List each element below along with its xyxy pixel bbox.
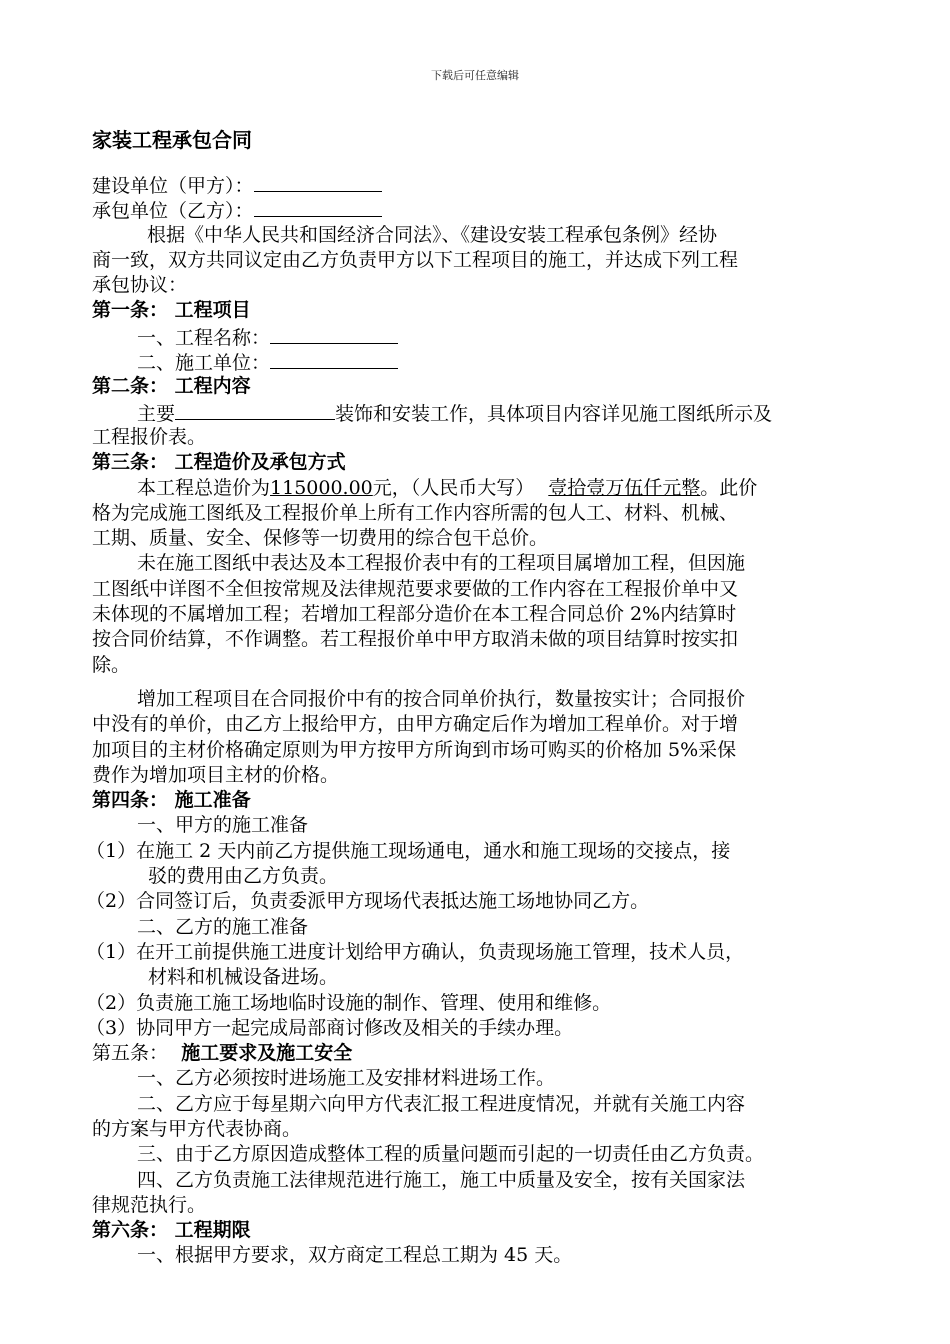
party-a-prep-title: 一、甲方的施工准备 bbox=[137, 814, 309, 837]
contract-body bbox=[86, 172, 862, 1269]
requirement-item: 一、乙方必须按时进场施工及安排材料进场工作。 bbox=[137, 1067, 556, 1090]
prep-item: （1）在开工前提供施工进度计划给甲方确认，负责现场施工管理，技术人员， bbox=[86, 940, 745, 963]
requirement-item: 二、乙方应于每星期六向甲方代表汇报工程进度情况，并就有关施工内容 bbox=[137, 1092, 746, 1115]
article-2-heading: 第二条： 工程内容 bbox=[92, 375, 251, 398]
contract-title: 家装工程承包合同 bbox=[92, 128, 252, 152]
construction-unit-line: 二、施工单位： bbox=[92, 349, 862, 374]
project-name-line: 一、工程名称： bbox=[92, 324, 862, 349]
party-b-blank bbox=[254, 197, 382, 217]
prep-item: （1）在施工 2 天内前乙方提供施工现场通电，通水和施工现场的交接点，接 bbox=[86, 839, 731, 862]
total-amount: 115000.00 bbox=[270, 476, 373, 499]
work-content-line: 主要 装饰和安装工作，具体项目内容详见施工图纸所示及 bbox=[92, 400, 862, 425]
additional-work-line: 按合同价结算，不作调整。若工程报价单中甲方取消未做的项目结算时按实扣 bbox=[92, 628, 739, 651]
article-1-heading: 第一条： 工程项目 bbox=[92, 299, 251, 322]
requirement-item: 的方案与甲方代表协商。 bbox=[92, 1117, 302, 1140]
page-header: 下载后可任意编辑 bbox=[431, 69, 519, 82]
unit-price-line: 中没有的单价，由乙方上报给甲方，由甲方确定后作为增加工程单价。对于增 bbox=[92, 713, 739, 736]
requirement-item: 律规范执行。 bbox=[92, 1193, 207, 1216]
intro-line: 根据《中华人民共和国经济合同法》、《建设安装工程承包条例》经协 bbox=[147, 223, 718, 246]
price-line: 格为完成施工图纸及工程报价单上所有工作内容所需的包人工、材料、机械、 bbox=[92, 501, 739, 524]
unit-price-line: 增加工程项目在合同报价中有的按合同单价执行，数量按实计；合同报价 bbox=[137, 687, 746, 710]
duration-item: 一、根据甲方要求，双方商定工程总工期为 45 天。 bbox=[137, 1244, 573, 1267]
construction-unit-blank bbox=[270, 349, 398, 369]
party-a-line: 建设单位（甲方）： bbox=[92, 172, 862, 197]
prep-item: （2）负责施工施工场地临时设施的制作、管理、使用和维修。 bbox=[86, 991, 612, 1014]
intro-line: 承包协议： bbox=[92, 274, 188, 297]
article-3-heading: 第三条： 工程造价及承包方式 bbox=[92, 451, 346, 474]
article-5-heading: 第五条： 施工要求及施工安全 bbox=[92, 1042, 353, 1065]
party-b-prep-title: 二、乙方的施工准备 bbox=[137, 915, 309, 938]
project-name-blank bbox=[270, 324, 398, 344]
party-b-line: 承包单位（乙方）： bbox=[92, 197, 862, 222]
work-content-line: 工程报价表。 bbox=[92, 425, 207, 448]
intro-line: 商一致，双方共同议定由乙方负责甲方以下工程项目的施工，并达成下列工程 bbox=[92, 248, 739, 271]
unit-price-line: 费作为增加项目主材的价格。 bbox=[92, 763, 340, 786]
article-6-heading: 第六条： 工程期限 bbox=[92, 1219, 251, 1242]
additional-work-line: 工图纸中详图不全但按常规及法律规范要求要做的工作内容在工程报价单中又 bbox=[92, 577, 739, 600]
amount-in-words: 壹拾壹万伍仟元整 bbox=[548, 476, 701, 499]
additional-work-line: 未体现的不属增加工程；若增加工程部分造价在本工程合同总价 2%内结算时 bbox=[92, 603, 737, 626]
additional-work-line: 除。 bbox=[92, 653, 131, 676]
requirement-item: 三、由于乙方原因造成整体工程的质量问题而引起的一切责任由乙方负责。 bbox=[137, 1143, 765, 1166]
prep-item: （3）协同甲方一起完成局部商讨修改及相关的手续办理。 bbox=[86, 1016, 574, 1039]
additional-work-line: 未在施工图纸中表达及本工程报价表中有的工程项目属增加工程，但因施 bbox=[137, 552, 746, 575]
prep-item: （2）合同签订后，负责委派甲方现场代表抵达施工场地协同乙方。 bbox=[86, 890, 650, 913]
requirement-item: 四、乙方负责施工法律规范进行施工，施工中质量及安全，按有关国家法 bbox=[137, 1168, 746, 1191]
prep-item: 驳的费用由乙方负责。 bbox=[148, 865, 339, 888]
price-line: 工期、质量、安全、保修等一切费用的综合包干总价。 bbox=[92, 527, 549, 550]
prep-item: 材料和机械设备进场。 bbox=[148, 966, 339, 989]
work-content-blank bbox=[175, 400, 335, 420]
article-4-heading: 第四条： 施工准备 bbox=[92, 789, 251, 812]
party-a-blank bbox=[254, 172, 382, 192]
unit-price-line: 加项目的主材价格确定原则为甲方按甲方所询到市场可购买的价格加 5%采保 bbox=[92, 738, 737, 761]
price-line: 本工程总造价为115000.00元，（人民币大写） 壹拾壹万伍仟元整。此价 bbox=[137, 476, 758, 499]
